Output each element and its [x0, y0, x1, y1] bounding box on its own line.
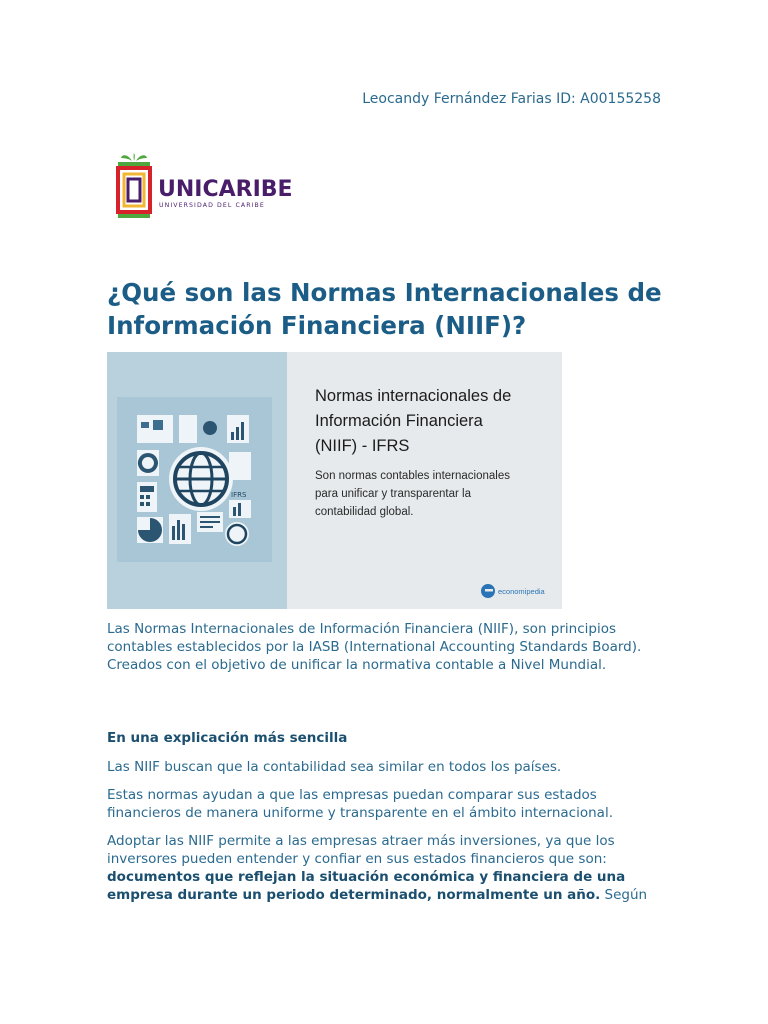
author-line: Leocandy Fernández Farias ID: A00155258: [362, 91, 661, 107]
logo-name: UNICARIBE: [158, 177, 293, 202]
paragraph-4: [107, 832, 667, 904]
ifrs-tag: IFRS: [231, 491, 247, 499]
paragraph-2: Las NIIF buscan que la contabilidad sea similar en todos los países.: [107, 759, 562, 775]
economipedia-logo-icon: [481, 584, 495, 598]
banner-heading-line2: Información Financiera: [315, 412, 483, 430]
paragraph-4-bold: documentos que reflejan la situación económica y financiera de una empresa durante un periodo determinado, normalmente un año.: [107, 869, 626, 903]
paragraph-4-tail: Según: [600, 887, 648, 903]
intro-paragraph: Las Normas Internacionales de Información Financiera (NIIF), son principios contables establecidos por la IASB (International Accounting Standards Board). Creados con el objetivo de unificar la normativa contable a Nivel Mundial.: [107, 621, 642, 673]
banner-heading-line1: Normas internacionales de: [315, 387, 512, 405]
leaf-icon: [121, 153, 147, 161]
banner-heading-line3: (NIIF) - IFRS: [315, 437, 410, 455]
logo-subtitle: UNIVERSIDAD DEL CARIBE: [159, 202, 265, 209]
paragraph-4-lead: Adoptar las NIIF permite a las empresas atraer más inversiones, ya que los inversores pueden entender y confiar en sus estados financieros que son:: [107, 833, 615, 867]
economipedia-brand: economipedia: [498, 587, 545, 596]
section-heading: En una explicación más sencilla: [107, 730, 348, 746]
unicaribe-logo: [112, 152, 302, 224]
paragraph-3: Estas normas ayudan a que las empresas puedan comparar sus estados financieros de manera uniforme y transparente en el ámbito internacional.: [107, 787, 613, 821]
banner-desc-line2: para unificar y transparentar la: [315, 488, 471, 500]
banner-desc-line3: contabilidad global.: [315, 506, 414, 518]
page-title: ¿Qué son las Normas Internacionales de Información Financiera (NIIF)?: [107, 278, 662, 340]
banner-desc-line1: Son normas contables internacionales: [315, 470, 510, 482]
niif-banner-image: [107, 352, 562, 609]
